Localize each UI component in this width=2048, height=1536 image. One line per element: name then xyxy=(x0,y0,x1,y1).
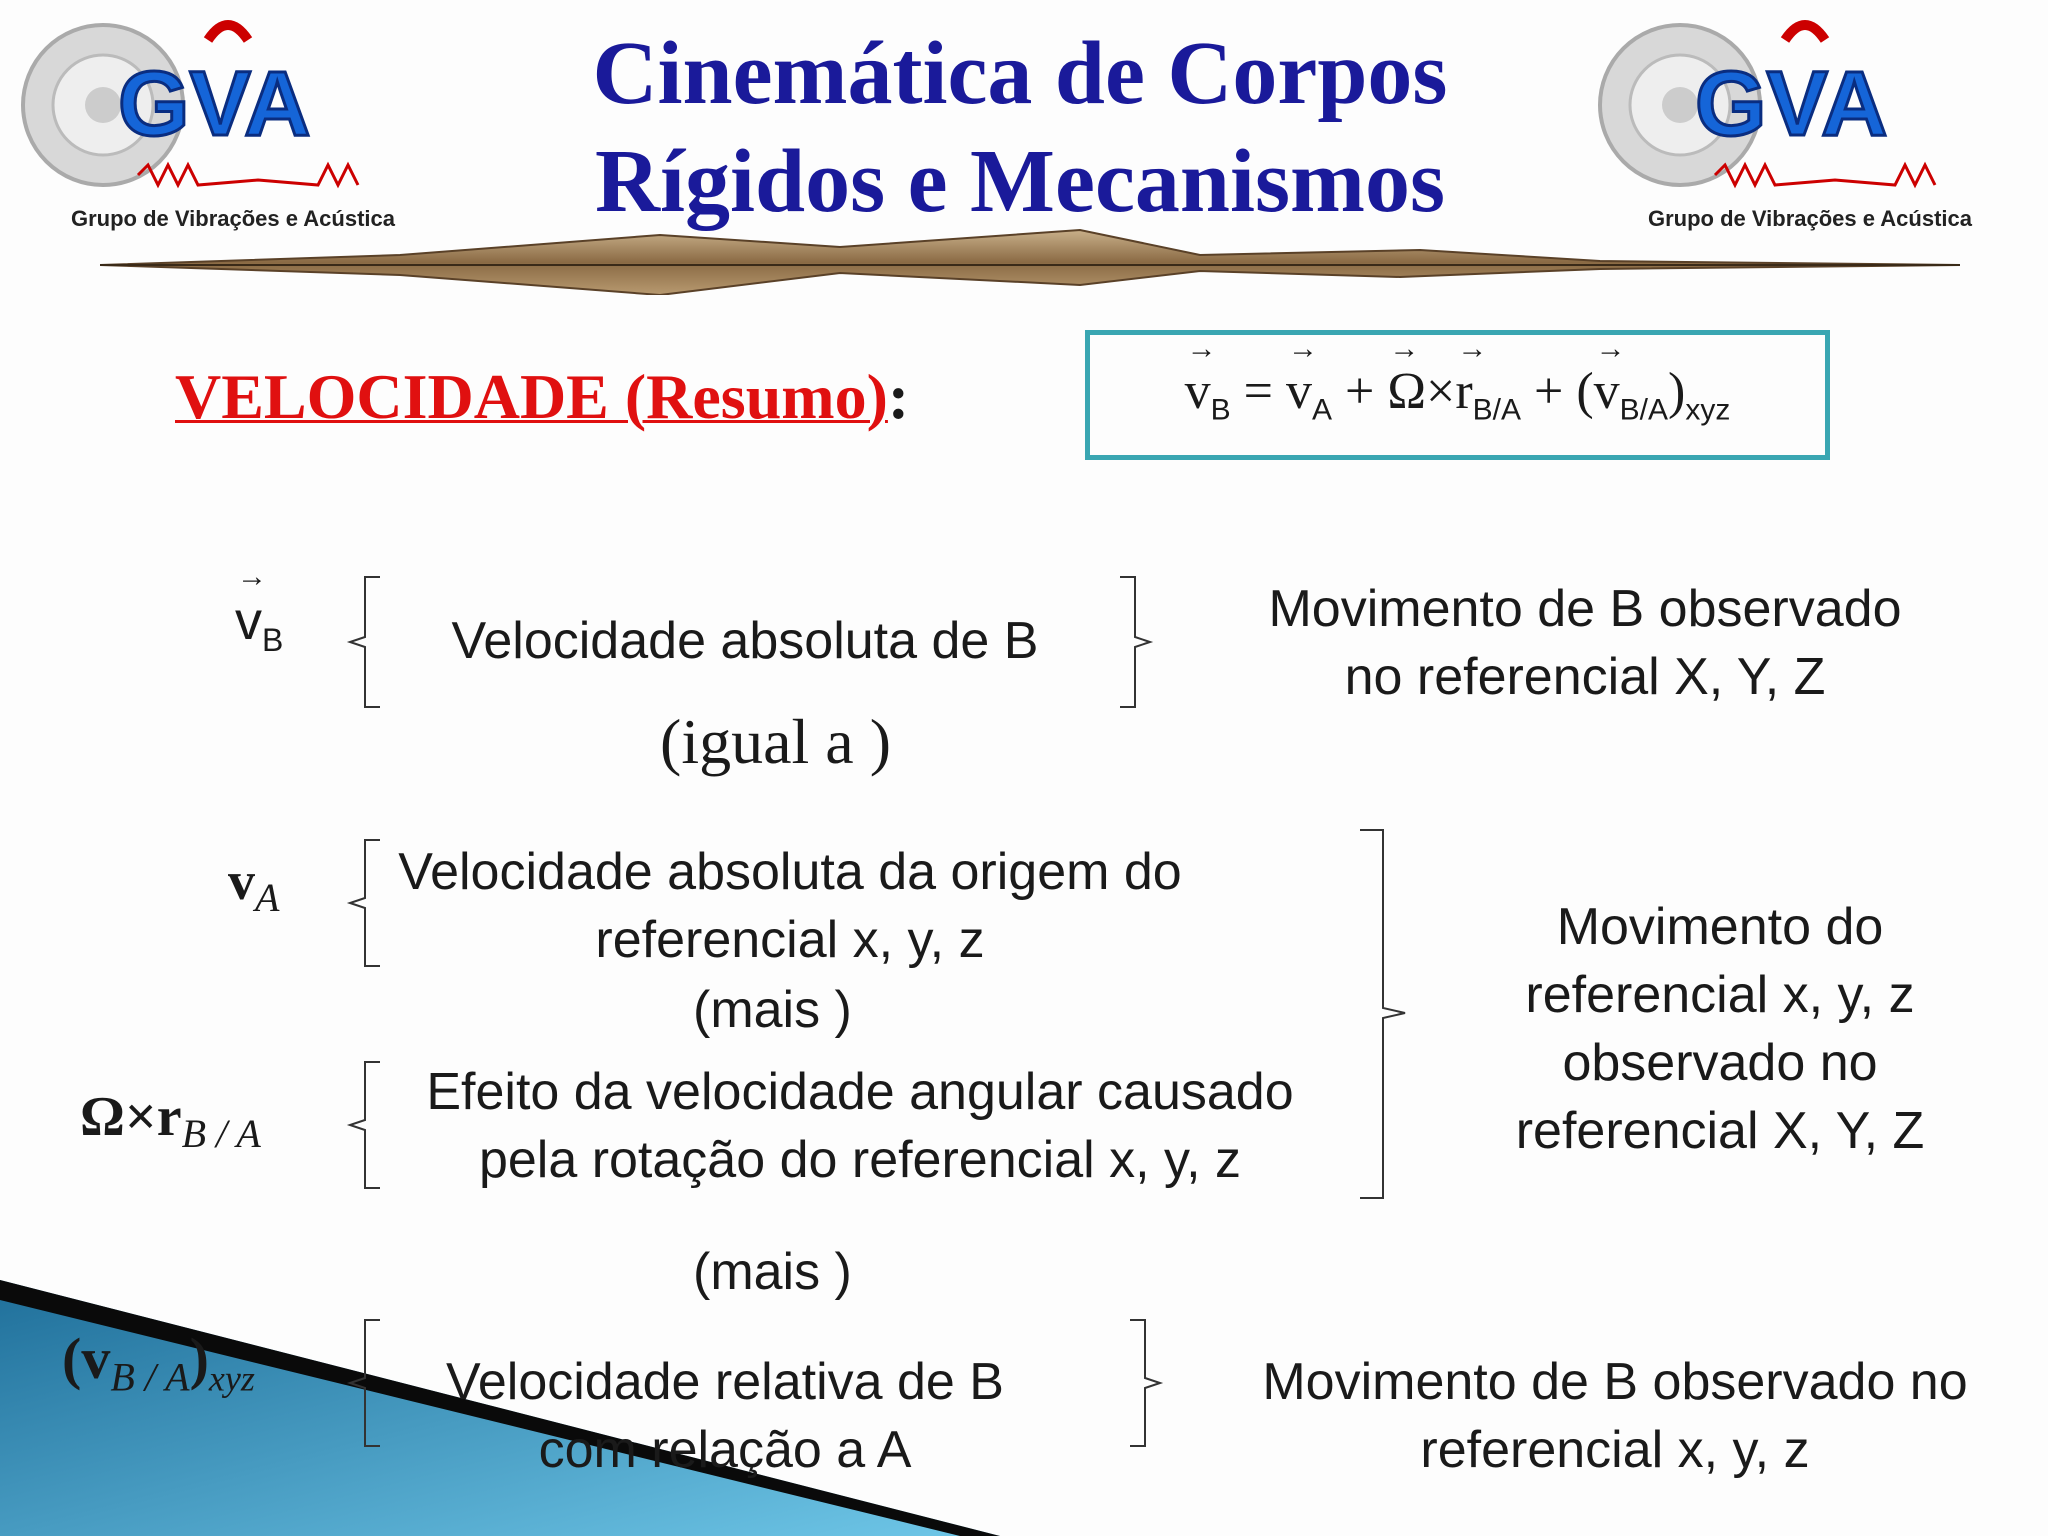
logo-caption: Grupo de Vibrações e Acústica xyxy=(70,206,395,231)
equation: → $v_B$ = → $v_A$ + → $\Omega\times\to r_{B/A}$ + (→ $v_{B/A})_{xyz}$ xyxy=(1185,362,1731,427)
desc-omega: Efeito da velocidade angular causado pela rotação do referencial x, y, z xyxy=(426,1063,1294,1189)
group-note: Movimento do referencial x, y, z observado no referencial X, Y, Z xyxy=(1515,898,1925,1160)
symbol-vb: → $v_B$ xyxy=(235,590,283,659)
right-brace xyxy=(1115,575,1155,710)
symbol-vba: $(v_{B / A})_{xyz}$ xyxy=(62,1326,255,1400)
svg-text:GVA: GVA xyxy=(1695,53,1888,155)
left-brace xyxy=(345,1060,385,1190)
connector-plus-2: (mais ) xyxy=(693,1243,852,1301)
group-right-brace xyxy=(1355,828,1415,1200)
gear-icon xyxy=(1585,10,2035,210)
gva-logo-left xyxy=(8,10,458,250)
symbol-omega-r: $\Omega\times r_{B / A}$ xyxy=(80,1086,261,1157)
left-brace xyxy=(345,1318,385,1448)
right-brace xyxy=(1125,1318,1165,1448)
svg-text:GVA: GVA xyxy=(118,53,311,155)
left-brace xyxy=(345,838,385,968)
desc-vb: Velocidade absoluta de B xyxy=(451,612,1039,670)
note-vba: Movimento de B observado no referencial x, y, z xyxy=(1262,1353,1968,1479)
gva-logo-right xyxy=(1585,10,2035,250)
note-vb: Movimento de B observado no referencial X, Y, Z xyxy=(1268,580,1902,706)
desc-va: Velocidade absoluta da origem do referencial x, y, z xyxy=(398,843,1182,969)
logo-caption: Grupo de Vibrações e Acústica xyxy=(1647,206,1972,231)
connector-plus-1: (mais ) xyxy=(693,981,852,1039)
velocity-equation-box xyxy=(1085,330,1830,460)
section-heading: VELOCIDADE (Resumo): xyxy=(175,361,910,432)
left-brace xyxy=(345,575,385,710)
desc-vba: Velocidade relativa de B com relação a A xyxy=(446,1353,1004,1479)
gear-icon xyxy=(8,10,458,210)
rock-divider xyxy=(100,225,1960,295)
title-line-1: Cinemática de Corpos xyxy=(592,24,1448,123)
connector-equal: (igual a ) xyxy=(660,706,891,777)
symbol-va: $v_A$ xyxy=(228,851,280,920)
title-line-2: Rígidos e Mecanismos xyxy=(595,132,1445,231)
slide-title xyxy=(520,20,1520,236)
